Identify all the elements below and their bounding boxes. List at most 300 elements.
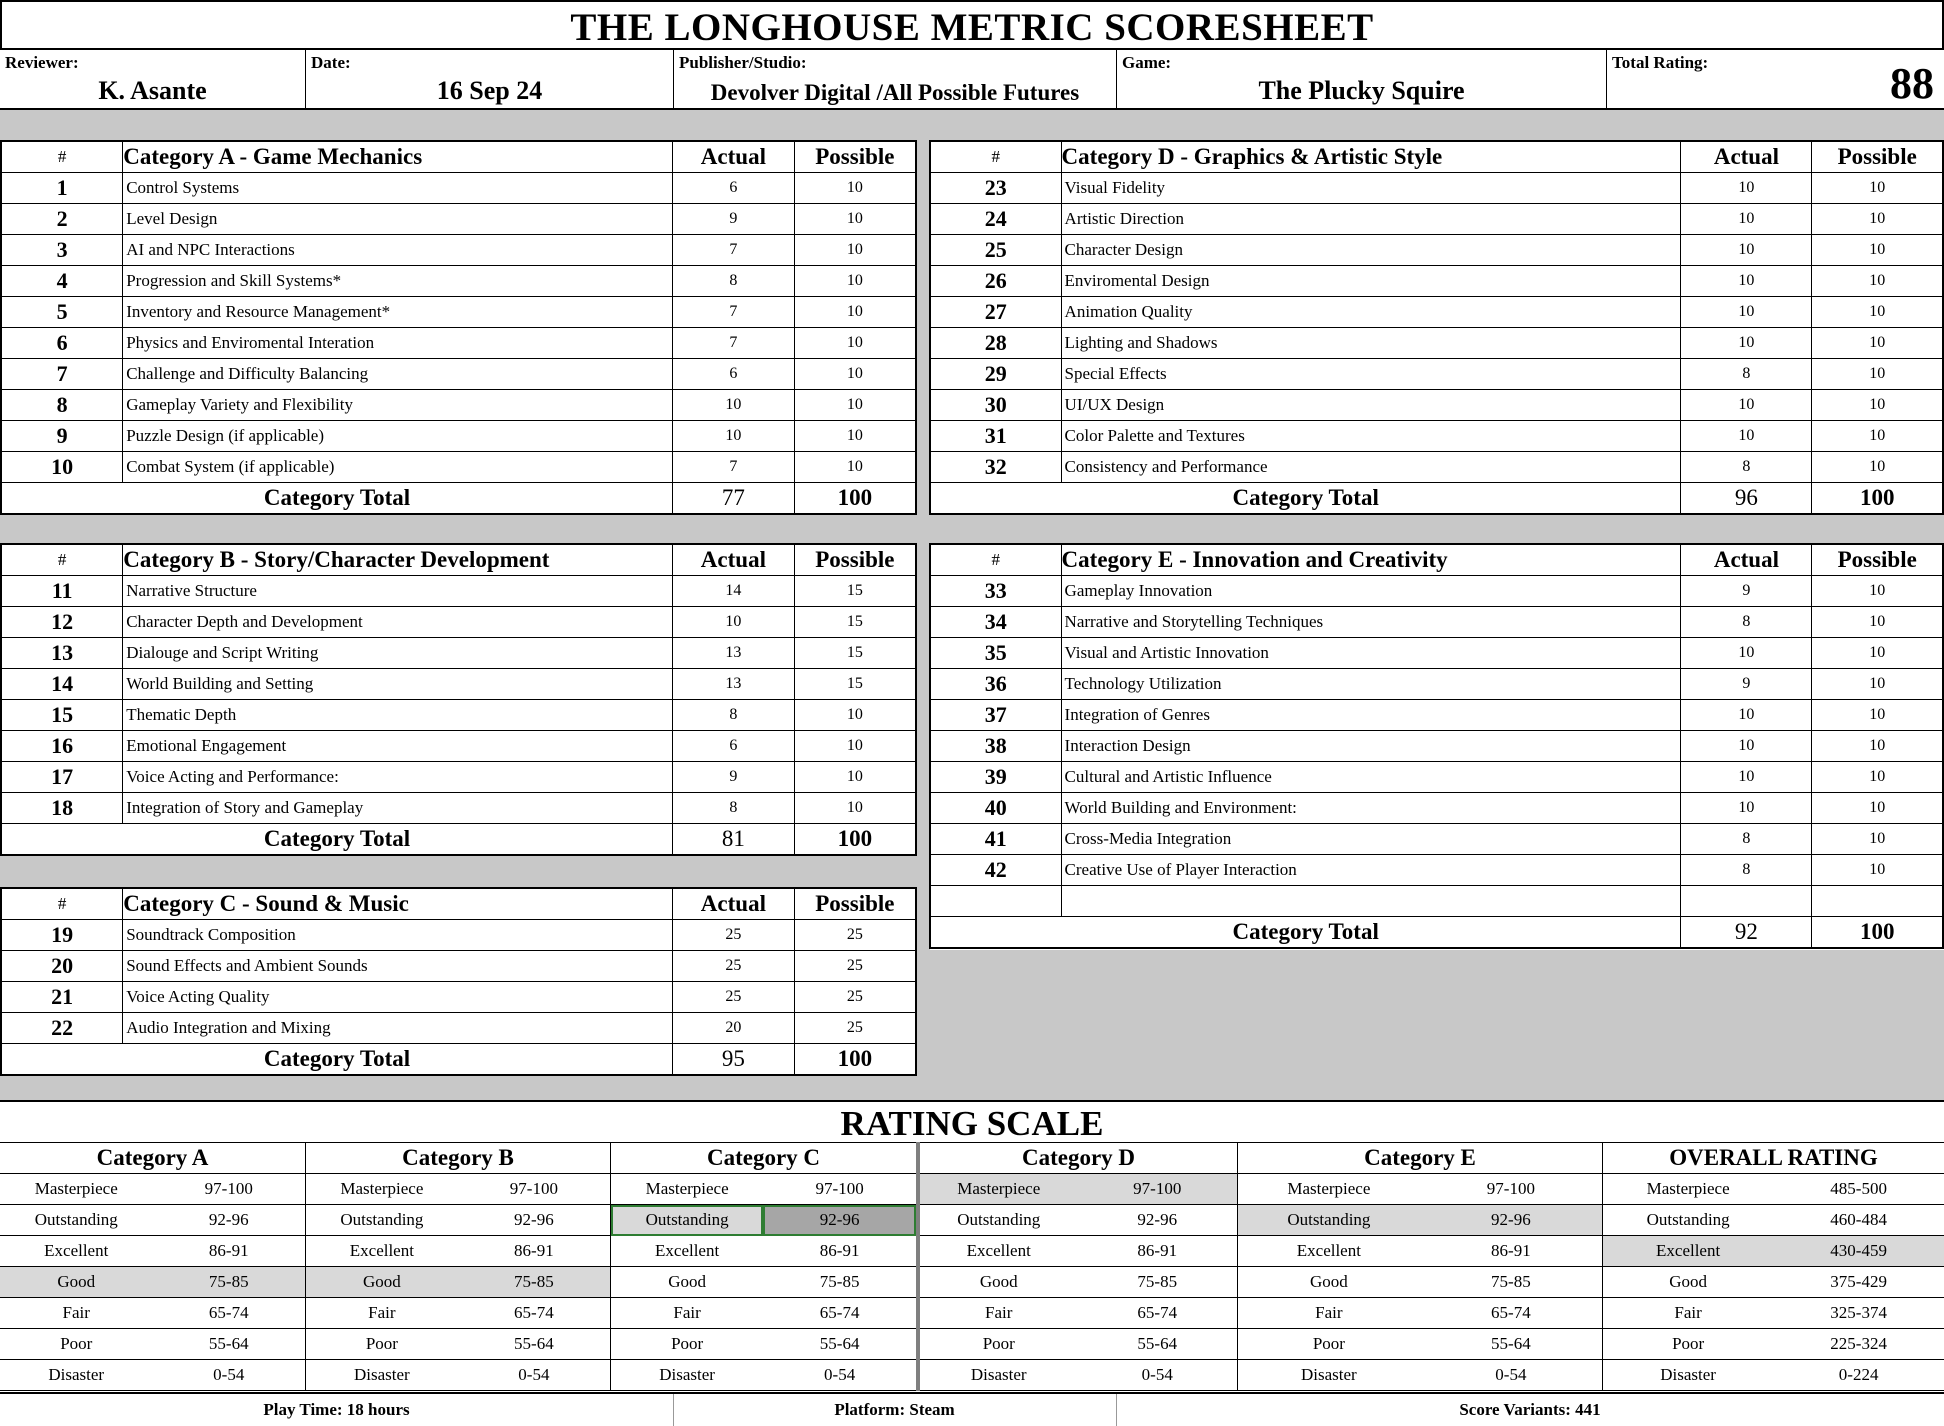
col-possible-header[interactable]: Possible: [1812, 141, 1943, 173]
item-actual[interactable]: 25: [673, 920, 795, 951]
item-actual[interactable]: 9: [673, 762, 795, 793]
item-possible[interactable]: 15: [794, 576, 916, 607]
rating-range[interactable]: 65-74: [763, 1298, 916, 1329]
rating-range[interactable]: 97-100: [763, 1174, 916, 1205]
item-possible[interactable]: 10: [794, 731, 916, 762]
item-name[interactable]: Progression and Skill Systems*: [123, 266, 673, 297]
rating-tier[interactable]: Fair: [1238, 1298, 1420, 1329]
category-total-label[interactable]: Category Total: [1, 483, 673, 515]
rating-range[interactable]: 92-96: [1078, 1205, 1238, 1236]
rating-tier[interactable]: Good: [1238, 1267, 1420, 1298]
item-possible[interactable]: 15: [794, 669, 916, 700]
rating-range[interactable]: 75-85: [1420, 1267, 1602, 1298]
item-possible[interactable]: 10: [794, 700, 916, 731]
rating-tier[interactable]: Masterpiece: [611, 1174, 764, 1205]
item-number[interactable]: 6: [1, 328, 123, 359]
item-possible[interactable]: 10: [794, 793, 916, 824]
rating-group-title[interactable]: Category A: [0, 1143, 305, 1174]
item-number[interactable]: 19: [1, 920, 123, 951]
rating-range[interactable]: 65-74: [458, 1298, 610, 1329]
item-possible[interactable]: 10: [1812, 390, 1943, 421]
item-number[interactable]: 8: [1, 390, 123, 421]
col-actual-header[interactable]: Actual: [673, 544, 795, 576]
item-name[interactable]: Soundtrack Composition: [123, 920, 673, 951]
item-actual[interactable]: 8: [673, 700, 795, 731]
item-actual[interactable]: 10: [673, 607, 795, 638]
item-name[interactable]: Lighting and Shadows: [1061, 328, 1681, 359]
item-actual[interactable]: 8: [673, 793, 795, 824]
rating-range[interactable]: 375-429: [1773, 1267, 1944, 1298]
item-actual[interactable]: 10: [1681, 235, 1812, 266]
rating-tier[interactable]: Disaster: [1238, 1360, 1420, 1391]
rating-range[interactable]: 92-96: [763, 1205, 916, 1236]
category-title[interactable]: Category A - Game Mechanics: [123, 141, 673, 173]
item-actual[interactable]: 10: [1681, 204, 1812, 235]
item-possible[interactable]: 10: [1812, 421, 1943, 452]
rating-tier[interactable]: Masterpiece: [1603, 1174, 1774, 1205]
item-actual[interactable]: 9: [673, 204, 795, 235]
item-name[interactable]: Cultural and Artistic Influence: [1061, 762, 1681, 793]
reviewer-cell[interactable]: [0, 48, 305, 110]
item-number[interactable]: 7: [1, 359, 123, 390]
rating-tier[interactable]: Excellent: [1238, 1236, 1420, 1267]
item-actual[interactable]: 6: [673, 359, 795, 390]
item-possible[interactable]: 10: [794, 328, 916, 359]
category-total-actual[interactable]: 92: [1681, 917, 1812, 949]
item-number[interactable]: 2: [1, 204, 123, 235]
col-number-header[interactable]: #: [1, 544, 123, 576]
item-name[interactable]: Character Design: [1061, 235, 1681, 266]
col-possible-header[interactable]: Possible: [794, 141, 916, 173]
item-actual[interactable]: 8: [1681, 855, 1812, 886]
item-name[interactable]: World Building and Setting: [123, 669, 673, 700]
item-possible[interactable]: 10: [1812, 731, 1943, 762]
col-possible-header[interactable]: Possible: [794, 888, 916, 920]
item-name[interactable]: Artistic Direction: [1061, 204, 1681, 235]
item-possible[interactable]: 25: [794, 1013, 916, 1044]
item-number[interactable]: 42: [930, 855, 1061, 886]
item-possible[interactable]: 15: [794, 607, 916, 638]
category-total-possible[interactable]: 100: [794, 1044, 916, 1076]
item-actual[interactable]: 10: [1681, 390, 1812, 421]
rating-tier[interactable]: Outstanding: [0, 1205, 153, 1236]
rating-range[interactable]: 0-54: [153, 1360, 306, 1391]
item-actual[interactable]: 9: [1681, 669, 1812, 700]
item-possible[interactable]: 10: [794, 452, 916, 483]
item-number[interactable]: 33: [930, 576, 1061, 607]
rating-tier[interactable]: Fair: [306, 1298, 458, 1329]
rating-range[interactable]: 55-64: [1078, 1329, 1238, 1360]
item-name[interactable]: Narrative Structure: [123, 576, 673, 607]
item-actual[interactable]: 7: [673, 328, 795, 359]
item-name[interactable]: Integration of Story and Gameplay: [123, 793, 673, 824]
item-possible[interactable]: 10: [1812, 669, 1943, 700]
item-number[interactable]: 17: [1, 762, 123, 793]
item-possible[interactable]: 10: [1812, 452, 1943, 483]
item-possible[interactable]: 10: [1812, 855, 1943, 886]
rating-tier[interactable]: Fair: [0, 1298, 153, 1329]
item-actual[interactable]: 7: [673, 452, 795, 483]
rating-tier[interactable]: Disaster: [306, 1360, 458, 1391]
rating-tier[interactable]: Poor: [918, 1329, 1078, 1360]
category-title[interactable]: Category D - Graphics & Artistic Style: [1061, 141, 1681, 173]
item-number[interactable]: 14: [1, 669, 123, 700]
item-name[interactable]: Consistency and Performance: [1061, 452, 1681, 483]
item-name[interactable]: Combat System (if applicable): [123, 452, 673, 483]
item-possible[interactable]: 10: [1812, 297, 1943, 328]
rating-range[interactable]: 97-100: [1078, 1174, 1238, 1205]
rating-range[interactable]: 65-74: [153, 1298, 306, 1329]
col-actual-header[interactable]: Actual: [673, 141, 795, 173]
item-number[interactable]: 25: [930, 235, 1061, 266]
item-name[interactable]: Sound Effects and Ambient Sounds: [123, 951, 673, 982]
item-name[interactable]: Interaction Design: [1061, 731, 1681, 762]
item-actual[interactable]: 10: [1681, 328, 1812, 359]
rating-range[interactable]: 225-324: [1773, 1329, 1944, 1360]
item-possible[interactable]: 25: [794, 951, 916, 982]
item-actual[interactable]: 10: [1681, 731, 1812, 762]
rating-tier[interactable]: Good: [1603, 1267, 1774, 1298]
total-rating-cell[interactable]: [1606, 48, 1944, 110]
rating-range[interactable]: 485-500: [1773, 1174, 1944, 1205]
item-possible[interactable]: 25: [794, 920, 916, 951]
rating-tier[interactable]: Good: [611, 1267, 764, 1298]
item-actual[interactable]: 6: [673, 731, 795, 762]
rating-range[interactable]: 65-74: [1078, 1298, 1238, 1329]
rating-tier[interactable]: Poor: [1238, 1329, 1420, 1360]
item-number[interactable]: 3: [1, 235, 123, 266]
rating-group-title[interactable]: Category D: [918, 1143, 1237, 1174]
category-total-possible[interactable]: 100: [794, 824, 916, 856]
item-actual[interactable]: 13: [673, 638, 795, 669]
rating-range[interactable]: 0-224: [1773, 1360, 1944, 1391]
item-name[interactable]: Cross-Media Integration: [1061, 824, 1681, 855]
category-total-actual[interactable]: 77: [673, 483, 795, 515]
item-possible[interactable]: 10: [794, 266, 916, 297]
item-number[interactable]: 15: [1, 700, 123, 731]
item-actual[interactable]: 6: [673, 173, 795, 204]
item-number[interactable]: 16: [1, 731, 123, 762]
rating-range[interactable]: 0-54: [763, 1360, 916, 1391]
rating-tier[interactable]: Good: [306, 1267, 458, 1298]
item-actual[interactable]: 8: [673, 266, 795, 297]
category-title[interactable]: Category E - Innovation and Creativity: [1061, 544, 1681, 576]
item-name[interactable]: Color Palette and Textures: [1061, 421, 1681, 452]
item-actual[interactable]: 8: [1681, 824, 1812, 855]
item-actual[interactable]: 8: [1681, 452, 1812, 483]
item-number[interactable]: 21: [1, 982, 123, 1013]
rating-tier[interactable]: Disaster: [918, 1360, 1078, 1391]
item-possible[interactable]: 10: [1812, 204, 1943, 235]
rating-range[interactable]: 460-484: [1773, 1205, 1944, 1236]
item-number[interactable]: 24: [930, 204, 1061, 235]
rating-tier[interactable]: Disaster: [611, 1360, 764, 1391]
item-possible[interactable]: 10: [1812, 576, 1943, 607]
rating-tier[interactable]: Excellent: [611, 1236, 764, 1267]
item-name[interactable]: World Building and Environment:: [1061, 793, 1681, 824]
rating-tier[interactable]: Poor: [306, 1329, 458, 1360]
rating-range[interactable]: 75-85: [153, 1267, 306, 1298]
category-title[interactable]: Category C - Sound & Music: [123, 888, 673, 920]
rating-range[interactable]: 86-91: [1420, 1236, 1602, 1267]
rating-range[interactable]: 55-64: [458, 1329, 610, 1360]
rating-range[interactable]: 86-91: [458, 1236, 610, 1267]
item-name[interactable]: Control Systems: [123, 173, 673, 204]
rating-tier[interactable]: Good: [918, 1267, 1078, 1298]
category-total-label[interactable]: Category Total: [1, 824, 673, 856]
rating-tier[interactable]: Disaster: [0, 1360, 153, 1391]
category-total-label[interactable]: Category Total: [930, 917, 1681, 949]
rating-range[interactable]: 430-459: [1773, 1236, 1944, 1267]
rating-range[interactable]: 55-64: [1420, 1329, 1602, 1360]
item-actual[interactable]: 14: [673, 576, 795, 607]
item-name[interactable]: Audio Integration and Mixing: [123, 1013, 673, 1044]
rating-range[interactable]: 75-85: [763, 1267, 916, 1298]
category-total-possible[interactable]: 100: [1812, 917, 1943, 949]
rating-range[interactable]: 86-91: [153, 1236, 306, 1267]
col-number-header[interactable]: #: [930, 141, 1061, 173]
category-total-actual[interactable]: 96: [1681, 483, 1812, 515]
item-possible[interactable]: 10: [794, 204, 916, 235]
item-number[interactable]: 34: [930, 607, 1061, 638]
item-actual[interactable]: 10: [673, 421, 795, 452]
item-name[interactable]: Emotional Engagement: [123, 731, 673, 762]
item-possible[interactable]: 10: [794, 173, 916, 204]
rating-group-title[interactable]: Category B: [306, 1143, 611, 1174]
col-possible-header[interactable]: Possible: [1812, 544, 1943, 576]
empty-cell[interactable]: [1681, 886, 1812, 917]
item-possible[interactable]: 10: [1812, 328, 1943, 359]
rating-tier[interactable]: Excellent: [1603, 1236, 1774, 1267]
item-name[interactable]: Narrative and Storytelling Techniques: [1061, 607, 1681, 638]
rating-tier[interactable]: Excellent: [0, 1236, 153, 1267]
item-actual[interactable]: 10: [1681, 793, 1812, 824]
item-number[interactable]: 18: [1, 793, 123, 824]
item-name[interactable]: Dialouge and Script Writing: [123, 638, 673, 669]
item-name[interactable]: Level Design: [123, 204, 673, 235]
rating-tier[interactable]: Outstanding: [306, 1205, 458, 1236]
col-actual-header[interactable]: Actual: [1681, 544, 1812, 576]
col-possible-header[interactable]: Possible: [794, 544, 916, 576]
item-number[interactable]: 27: [930, 297, 1061, 328]
category-total-label[interactable]: Category Total: [930, 483, 1681, 515]
item-name[interactable]: Inventory and Resource Management*: [123, 297, 673, 328]
item-actual[interactable]: 13: [673, 669, 795, 700]
item-actual[interactable]: 8: [1681, 607, 1812, 638]
rating-tier[interactable]: Outstanding: [1603, 1205, 1774, 1236]
item-number[interactable]: 40: [930, 793, 1061, 824]
rating-range[interactable]: 75-85: [1078, 1267, 1238, 1298]
item-name[interactable]: Visual and Artistic Innovation: [1061, 638, 1681, 669]
rating-tier[interactable]: Poor: [611, 1329, 764, 1360]
item-name[interactable]: Technology Utilization: [1061, 669, 1681, 700]
item-number[interactable]: 26: [930, 266, 1061, 297]
item-actual[interactable]: 10: [1681, 297, 1812, 328]
item-actual[interactable]: 7: [673, 297, 795, 328]
item-name[interactable]: Challenge and Difficulty Balancing: [123, 359, 673, 390]
rating-range[interactable]: 0-54: [458, 1360, 610, 1391]
item-possible[interactable]: 10: [1812, 173, 1943, 204]
item-number[interactable]: 29: [930, 359, 1061, 390]
category-title[interactable]: Category B - Story/Character Development: [123, 544, 673, 576]
item-number[interactable]: 5: [1, 297, 123, 328]
item-name[interactable]: Character Depth and Development: [123, 607, 673, 638]
rating-tier[interactable]: Excellent: [918, 1236, 1078, 1267]
category-total-possible[interactable]: 100: [1812, 483, 1943, 515]
item-number[interactable]: 31: [930, 421, 1061, 452]
item-actual[interactable]: 20: [673, 1013, 795, 1044]
item-number[interactable]: 22: [1, 1013, 123, 1044]
item-possible[interactable]: 10: [794, 235, 916, 266]
item-number[interactable]: 38: [930, 731, 1061, 762]
item-possible[interactable]: 10: [1812, 824, 1943, 855]
col-number-header[interactable]: #: [930, 544, 1061, 576]
item-number[interactable]: 13: [1, 638, 123, 669]
item-number[interactable]: 30: [930, 390, 1061, 421]
rating-range[interactable]: 325-374: [1773, 1298, 1944, 1329]
item-number[interactable]: 4: [1, 266, 123, 297]
item-number[interactable]: 35: [930, 638, 1061, 669]
col-actual-header[interactable]: Actual: [673, 888, 795, 920]
game-cell[interactable]: [1116, 48, 1606, 110]
item-possible[interactable]: 15: [794, 638, 916, 669]
item-number[interactable]: 23: [930, 173, 1061, 204]
rating-tier[interactable]: Poor: [0, 1329, 153, 1360]
item-actual[interactable]: 7: [673, 235, 795, 266]
item-name[interactable]: Integration of Genres: [1061, 700, 1681, 731]
item-possible[interactable]: 10: [1812, 793, 1943, 824]
rating-tier[interactable]: Outstanding: [1238, 1205, 1420, 1236]
rating-range[interactable]: 97-100: [458, 1174, 610, 1205]
item-name[interactable]: Special Effects: [1061, 359, 1681, 390]
rating-range[interactable]: 86-91: [763, 1236, 916, 1267]
item-number[interactable]: 12: [1, 607, 123, 638]
item-actual[interactable]: 10: [1681, 700, 1812, 731]
item-actual[interactable]: 10: [1681, 762, 1812, 793]
rating-range[interactable]: 55-64: [763, 1329, 916, 1360]
item-name[interactable]: Visual Fidelity: [1061, 173, 1681, 204]
item-possible[interactable]: 10: [794, 421, 916, 452]
item-name[interactable]: Gameplay Innovation: [1061, 576, 1681, 607]
category-total-label[interactable]: Category Total: [1, 1044, 673, 1076]
rating-range[interactable]: 97-100: [1420, 1174, 1602, 1205]
item-actual[interactable]: 10: [1681, 173, 1812, 204]
rating-range[interactable]: 75-85: [458, 1267, 610, 1298]
rating-group-title[interactable]: OVERALL RATING: [1603, 1143, 1944, 1174]
item-number[interactable]: 1: [1, 173, 123, 204]
rating-group-title[interactable]: Category C: [611, 1143, 917, 1174]
rating-range[interactable]: 97-100: [153, 1174, 306, 1205]
item-actual[interactable]: 8: [1681, 359, 1812, 390]
item-actual[interactable]: 25: [673, 982, 795, 1013]
item-possible[interactable]: 10: [794, 297, 916, 328]
rating-group-title[interactable]: Category E: [1238, 1143, 1603, 1174]
item-possible[interactable]: 10: [1812, 700, 1943, 731]
rating-range[interactable]: 92-96: [458, 1205, 610, 1236]
item-name[interactable]: Creative Use of Player Interaction: [1061, 855, 1681, 886]
rating-range[interactable]: 0-54: [1078, 1360, 1238, 1391]
item-number[interactable]: 41: [930, 824, 1061, 855]
date-cell[interactable]: [305, 48, 673, 110]
item-possible[interactable]: 10: [1812, 266, 1943, 297]
item-name[interactable]: Voice Acting Quality: [123, 982, 673, 1013]
rating-range[interactable]: 55-64: [153, 1329, 306, 1360]
rating-tier[interactable]: Disaster: [1603, 1360, 1774, 1391]
rating-tier[interactable]: Masterpiece: [0, 1174, 153, 1205]
rating-tier[interactable]: Excellent: [306, 1236, 458, 1267]
col-number-header[interactable]: #: [1, 888, 123, 920]
rating-tier[interactable]: Fair: [611, 1298, 764, 1329]
item-name[interactable]: Animation Quality: [1061, 297, 1681, 328]
item-name[interactable]: AI and NPC Interactions: [123, 235, 673, 266]
rating-tier[interactable]: Outstanding: [611, 1205, 764, 1236]
item-number[interactable]: 9: [1, 421, 123, 452]
item-number[interactable]: 37: [930, 700, 1061, 731]
rating-range[interactable]: 86-91: [1078, 1236, 1238, 1267]
empty-cell[interactable]: [1061, 886, 1681, 917]
category-total-actual[interactable]: 95: [673, 1044, 795, 1076]
item-possible[interactable]: 10: [794, 390, 916, 421]
item-name[interactable]: Thematic Depth: [123, 700, 673, 731]
rating-tier[interactable]: Good: [0, 1267, 153, 1298]
rating-tier[interactable]: Outstanding: [918, 1205, 1078, 1236]
rating-tier[interactable]: Masterpiece: [918, 1174, 1078, 1205]
item-actual[interactable]: 10: [1681, 266, 1812, 297]
item-number[interactable]: 36: [930, 669, 1061, 700]
item-actual[interactable]: 10: [673, 390, 795, 421]
item-name[interactable]: Puzzle Design (if applicable): [123, 421, 673, 452]
empty-cell[interactable]: [930, 886, 1061, 917]
item-number[interactable]: 10: [1, 452, 123, 483]
item-possible[interactable]: 10: [1812, 235, 1943, 266]
item-name[interactable]: Enviromental Design: [1061, 266, 1681, 297]
item-possible[interactable]: 25: [794, 982, 916, 1013]
item-name[interactable]: Physics and Enviromental Interation: [123, 328, 673, 359]
item-actual[interactable]: 25: [673, 951, 795, 982]
item-number[interactable]: 28: [930, 328, 1061, 359]
item-possible[interactable]: 10: [794, 762, 916, 793]
rating-tier[interactable]: Fair: [1603, 1298, 1774, 1329]
rating-range[interactable]: 92-96: [153, 1205, 306, 1236]
item-possible[interactable]: 10: [1812, 359, 1943, 390]
item-possible[interactable]: 10: [1812, 762, 1943, 793]
item-actual[interactable]: 10: [1681, 421, 1812, 452]
rating-tier[interactable]: Masterpiece: [1238, 1174, 1420, 1205]
item-name[interactable]: Voice Acting and Performance:: [123, 762, 673, 793]
rating-tier[interactable]: Poor: [1603, 1329, 1774, 1360]
col-number-header[interactable]: #: [1, 141, 123, 173]
item-number[interactable]: 32: [930, 452, 1061, 483]
rating-tier[interactable]: Masterpiece: [306, 1174, 458, 1205]
col-actual-header[interactable]: Actual: [1681, 141, 1812, 173]
item-number[interactable]: 11: [1, 576, 123, 607]
rating-range[interactable]: 65-74: [1420, 1298, 1602, 1329]
item-name[interactable]: UI/UX Design: [1061, 390, 1681, 421]
item-number[interactable]: 39: [930, 762, 1061, 793]
rating-range[interactable]: 0-54: [1420, 1360, 1602, 1391]
item-number[interactable]: 20: [1, 951, 123, 982]
item-name[interactable]: Gameplay Variety and Flexibility: [123, 390, 673, 421]
item-possible[interactable]: 10: [794, 359, 916, 390]
empty-cell[interactable]: [1812, 886, 1943, 917]
publisher-cell[interactable]: [673, 48, 1116, 110]
rating-tier[interactable]: Fair: [918, 1298, 1078, 1329]
rating-range[interactable]: 92-96: [1420, 1205, 1602, 1236]
item-actual[interactable]: 10: [1681, 638, 1812, 669]
item-possible[interactable]: 10: [1812, 638, 1943, 669]
item-possible[interactable]: 10: [1812, 607, 1943, 638]
category-total-actual[interactable]: 81: [673, 824, 795, 856]
